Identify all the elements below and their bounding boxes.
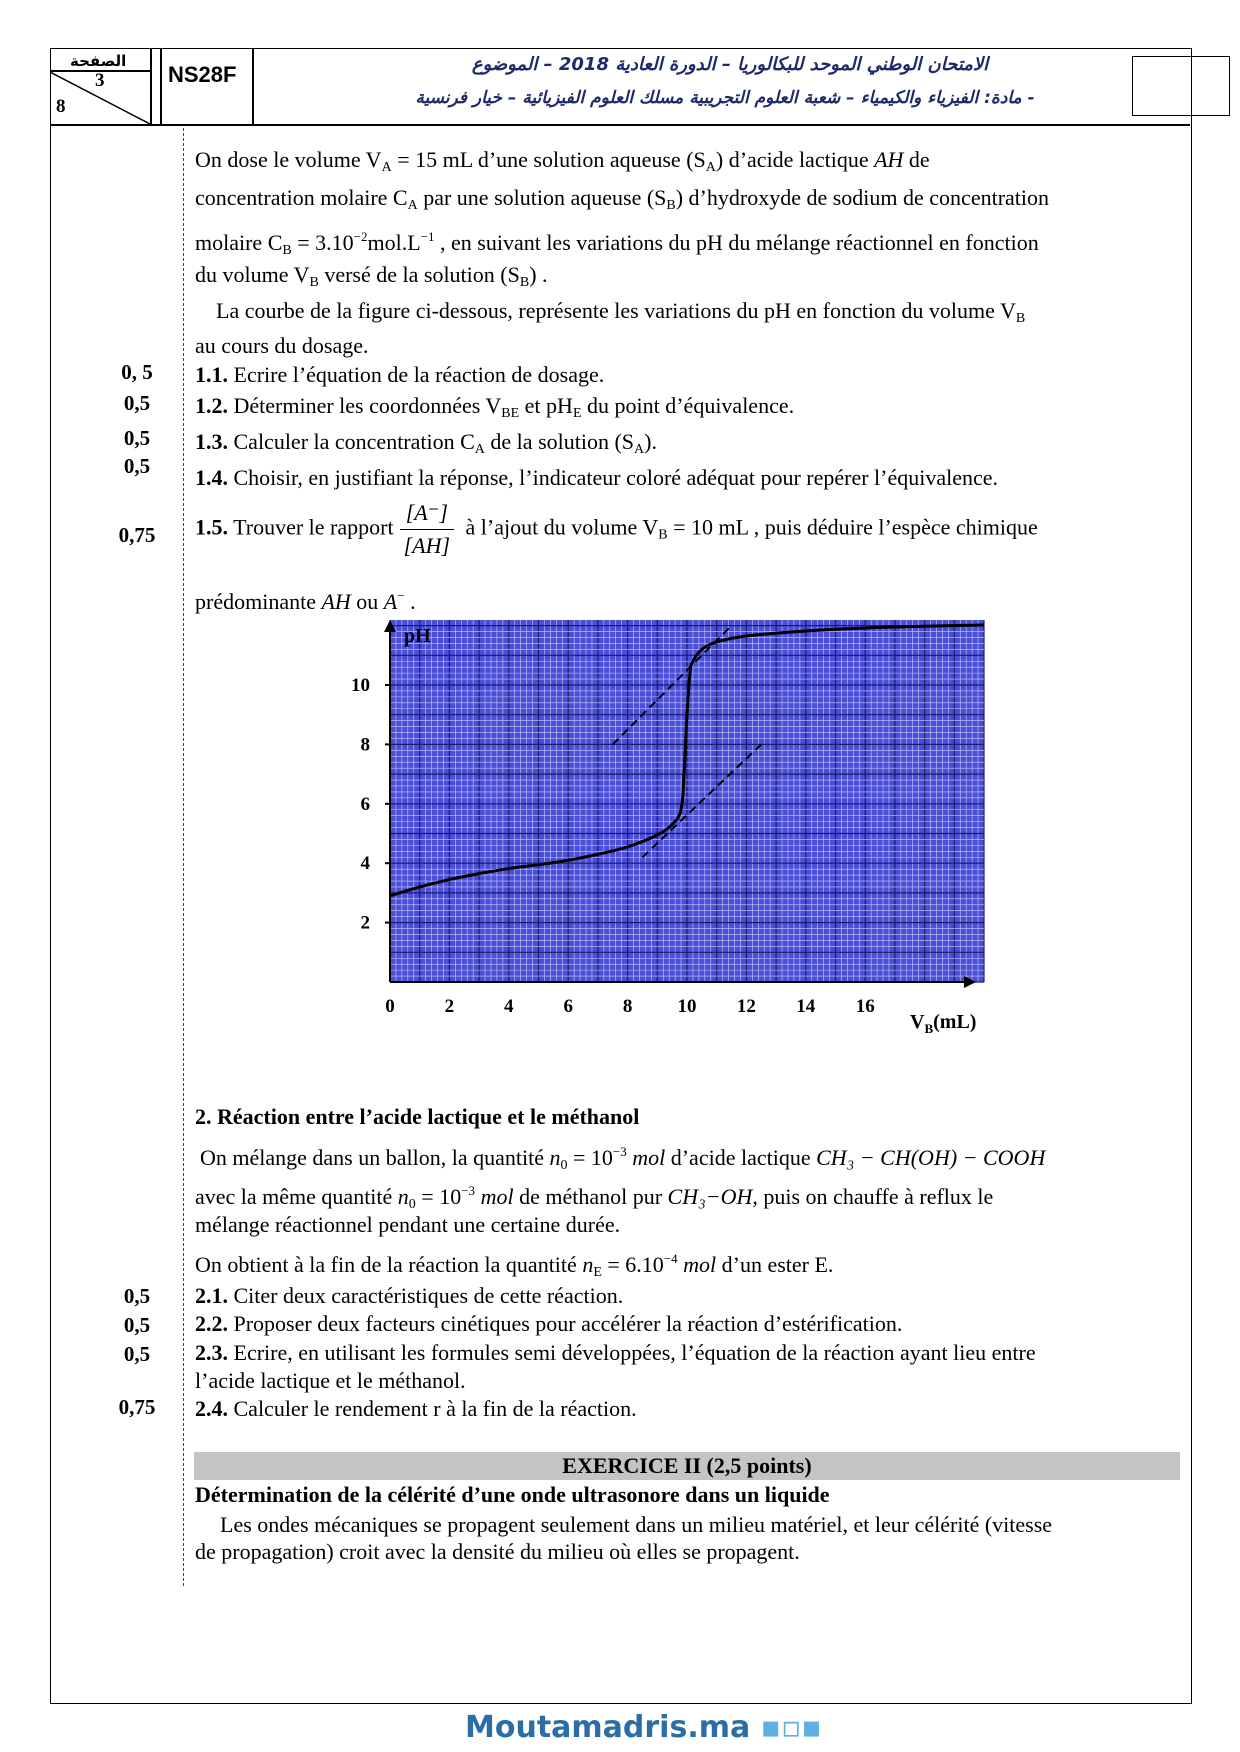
- part2-line-4: On obtient à la fin de la réaction la quantité $n_E = 6.10^{-4}$ mol d’un ester E.: [195, 1251, 834, 1280]
- margin-divider: [183, 128, 184, 1586]
- x-tick-label: 4: [504, 996, 514, 1017]
- question-2-4: 2.4. Calculer le rendement r à la fin de la réaction.: [195, 1396, 637, 1421]
- concentration-ratio: $\frac{[A^-]}{[AH]}$: [400, 497, 454, 562]
- exam-header: [50, 48, 1190, 126]
- exercise-2-title: Détermination de la célérité d’une onde ultrasonore dans un liquide: [195, 1482, 830, 1507]
- x-tick-label: 6: [563, 996, 573, 1017]
- intro-line-1: On dose le volume $V_A = 15$ mL d’une solution aqueuse $(S_A)$ d’acide lactique AH de: [195, 147, 930, 175]
- points-2-2: 0,5: [123, 1313, 151, 1337]
- y-tick-label: 4: [360, 853, 370, 875]
- y-tick-label: 2: [360, 912, 370, 934]
- question-2-2: 2.2. Proposer deux facteurs cinétiques pour accélérer la réaction d’estérification.: [195, 1311, 903, 1336]
- exercise-2-banner: EXERCICE II (2,5 points): [194, 1452, 1180, 1480]
- points-1-1: 0, 5: [121, 360, 153, 384]
- question-2-1: 2.1. Citer deux caractéristiques de cette réaction.: [195, 1283, 624, 1308]
- intro-line-3: molaire $C_B = 3.10^{-2}mol.L^{-1}$ , en suivant les variations du pH du mélange réactionnel en fonction: [195, 229, 1039, 258]
- x-tick-label: 2: [444, 996, 455, 1017]
- intro-line-6: au cours du dosage.: [195, 333, 369, 358]
- header-title-line1: الامتحان الوطني الموحد للبكالوريا – الدورة العادية 2018 – الموضوع: [471, 54, 989, 75]
- intro-line-5: La courbe de la figure ci-dessous, représente les variations du pH en fonction du volume $V_B$: [216, 298, 1026, 326]
- part2-line-2: avec la même quantité $n_0 = 10^{-3}$ mol de méthanol pur CH₃−OH, puis on chauffe à reflux le: [195, 1183, 994, 1212]
- x-axis-label: $V_B(mL)$: [910, 1011, 977, 1036]
- part2-title: 2. Réaction entre l’acide lactique et le méthanol: [195, 1104, 640, 1129]
- question-1-5-cont: prédominante AH ou A− .: [195, 588, 416, 614]
- x-tick-label: 14: [796, 996, 816, 1017]
- header-title-line2: - مادة: الفيزياء والكيمياء – شعبة العلوم التجريبية مسلك العلوم الفيزيائية – خيار فرنسية: [415, 88, 1035, 108]
- points-2-1: 0,5: [123, 1284, 151, 1308]
- intro-line-2: concentration molaire $C_A$ par une solution aqueuse $(S_B)$ d’hydroxyde de sodium de concentration: [195, 185, 1050, 213]
- page-total: 8: [56, 96, 66, 117]
- y-tick-label: 10: [351, 675, 370, 696]
- site-logo: Moutamadris.ma ▪▫▪: [465, 1710, 822, 1745]
- question-1-4: 1.4. Choisir, en justifiant la réponse, l’indicateur coloré adéquat pour repérer l’équivalence.: [195, 465, 999, 490]
- page-number-box: [50, 48, 152, 124]
- points-2-4: 0,75: [118, 1395, 156, 1419]
- part2-line-3: mélange réactionnel pendant une certaine durée.: [195, 1212, 621, 1237]
- x-tick-label: 8: [622, 996, 633, 1017]
- x-tick-label: 0: [385, 996, 395, 1017]
- exercise-2-para-line-2: de propagation) croit avec la densité du milieu où elles se propagent.: [195, 1539, 800, 1564]
- x-tick-label: 16: [855, 996, 875, 1017]
- part2-line-1: On mélange dans un ballon, la quantité $n_0 = 10^{-3}$ mol d’acide lactique CH₃ − CH(OH) − COOH: [200, 1144, 1046, 1173]
- question-1-1: 1.1. Ecrire l’équation de la réaction de dosage.: [195, 362, 605, 387]
- intro-line-4: du volume $V_B$ versé de la solution $(S_B)$ .: [195, 262, 548, 290]
- question-2-3-cont: l’acide lactique et le méthanol.: [195, 1368, 466, 1393]
- question-2-3: 2.3. Ecrire, en utilisant les formules semi développées, l’équation de la réaction ayant lieu entre: [195, 1340, 1036, 1365]
- page-number: 3: [95, 70, 105, 91]
- x-tick-label: 10: [677, 996, 697, 1017]
- exercise-2-para-line-1: Les ondes mécaniques se propagent seulement dans un milieu matériel, et leur célérité (vitesse: [220, 1512, 1053, 1537]
- y-axis-label: pH: [404, 625, 431, 647]
- y-tick-label: 8: [360, 734, 370, 756]
- candidate-box: [1132, 56, 1230, 116]
- points-1-4: 0,5: [123, 454, 151, 478]
- exam-code: NS28F: [168, 62, 237, 87]
- question-1-2: 1.2. Déterminer les coordonnées $V_{BE}$ et $pH_E$ du point d’équivalence.: [195, 393, 795, 421]
- page-label: الصفحة: [70, 52, 127, 70]
- y-tick-label: 6: [360, 793, 370, 815]
- points-2-3: 0,5: [123, 1342, 151, 1366]
- question-1-3: 1.3. Calculer la concentration $C_A$ de la solution $(S_A)$.: [195, 429, 657, 457]
- question-1-5: 1.5. Trouver le rapport $\frac{[A^-]}{[AH]}$ à l’ajout du volume $V_B = 10$ mL , puis déduire l’espèce chimique: [195, 497, 1038, 562]
- titration-curve-chart: [325, 620, 1045, 1080]
- x-tick-label: 12: [736, 996, 756, 1017]
- points-1-2: 0,5: [123, 391, 151, 415]
- points-1-3: 0,5: [123, 426, 151, 450]
- points-1-5: 0,75: [118, 523, 156, 547]
